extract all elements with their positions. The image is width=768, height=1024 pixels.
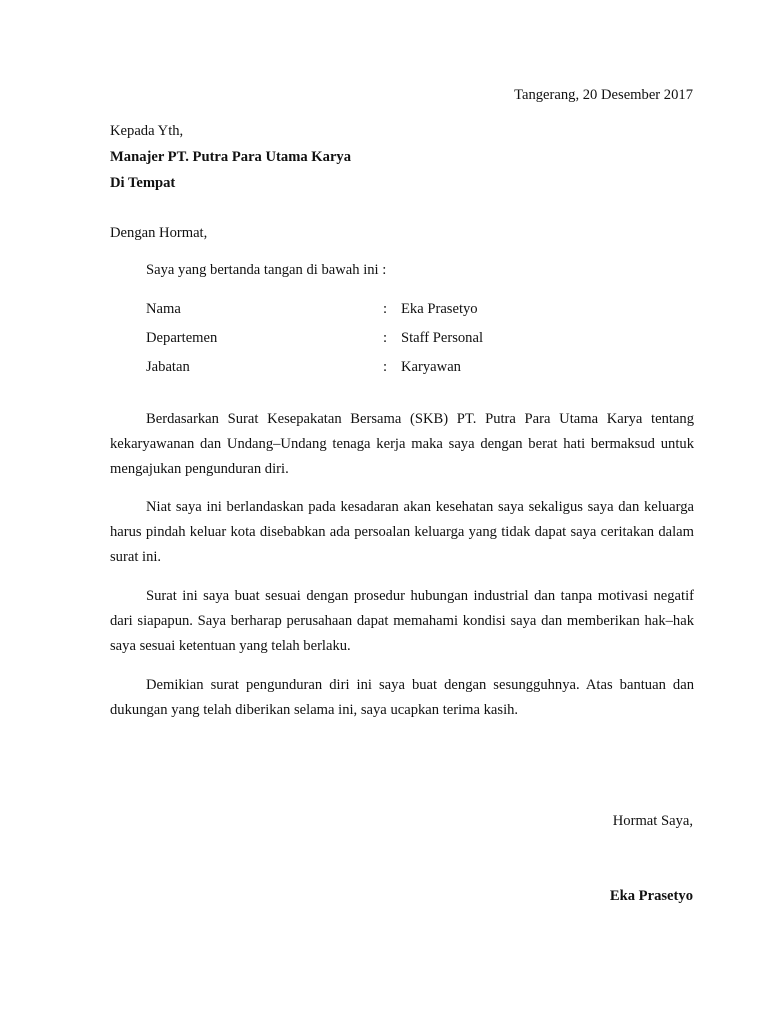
body-paragraph-2: Niat saya ini berlandaskan pada kesadaran akan kesehatan saya sekaligus saya dan keluarga harus pindah keluar kota disebabkan ada persoalan keluarga yang tidak dapat saya ceritakan dalam surat ini.: [110, 499, 694, 565]
place-date: Tangerang, 20 Desember 2017: [514, 87, 693, 103]
identity-label: Jabatan: [146, 359, 190, 375]
identity-value: Karyawan: [401, 359, 461, 375]
recipient-location: Di Tempat: [110, 175, 176, 191]
body-paragraph-4: Demikian surat pengunduran diri ini saya buat dengan sesungguhnya. Atas bantuan dan dukungan yang telah diberikan selama ini, saya ucapkan terima kasih.: [110, 677, 694, 718]
salutation: Dengan Hormat,: [110, 225, 208, 241]
identity-label: Departemen: [146, 330, 218, 346]
intro-line: Saya yang bertanda tangan di bawah ini :: [146, 262, 387, 278]
closing: Hormat Saya,: [612, 813, 693, 829]
body-paragraph-1: Berdasarkan Surat Kesepakatan Bersama (SKB) PT. Putra Para Utama Karya tentang kekaryawanan dan Undang–Undang tenaga kerja maka saya dengan berat hati bermaksud untuk mengajukan pengunduran diri.: [110, 411, 694, 477]
recipient-name: Manajer PT. Putra Para Utama Karya: [110, 149, 352, 165]
identity-colon: :: [383, 330, 388, 346]
identity-value: Eka Prasetyo: [401, 301, 478, 317]
body-paragraph-3: Surat ini saya buat sesuai dengan prosedur hubungan industrial dan tanpa motivasi negatif dari siapapun. Saya berharap perusahaan dapat memahami kondisi saya dan memberikan hak–hak saya sesuai ketentuan yang telah berlaku.: [110, 588, 694, 654]
signatory-name: Eka Prasetyo: [609, 888, 693, 904]
identity-label: Nama: [146, 301, 181, 317]
recipient-greeting: Kepada Yth,: [110, 123, 184, 139]
identity-colon: :: [383, 301, 388, 317]
identity-value: Staff Personal: [401, 330, 484, 346]
identity-colon: :: [383, 359, 388, 375]
